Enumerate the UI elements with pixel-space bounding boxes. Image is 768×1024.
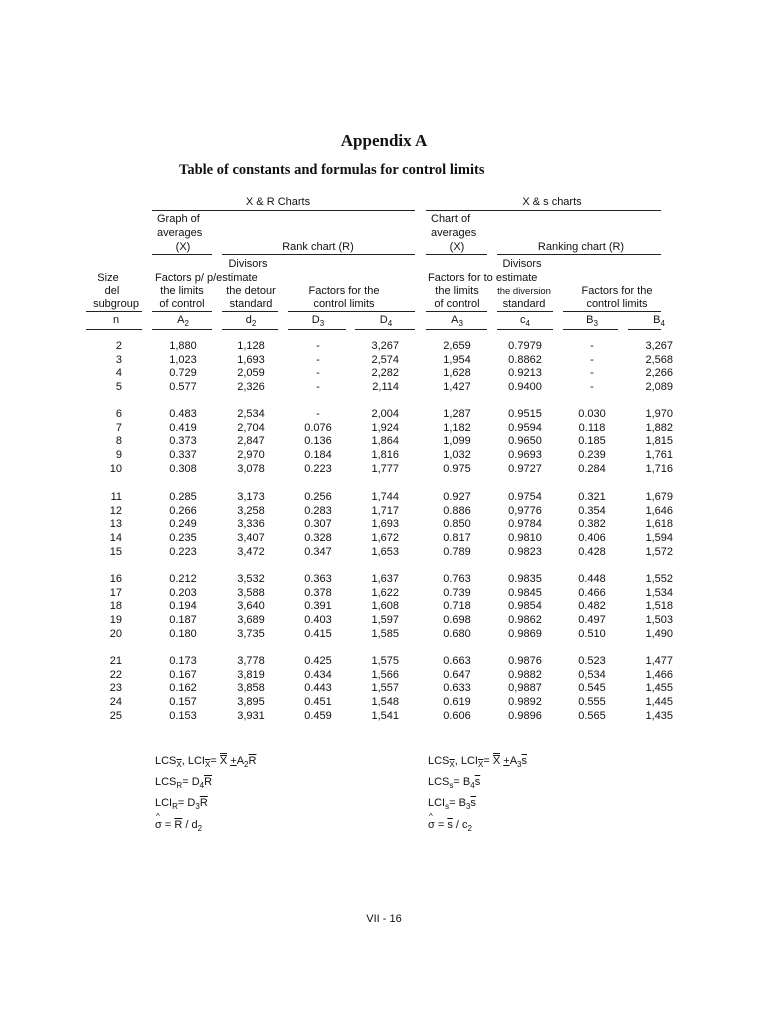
cell-d3: 0.451 [304, 696, 332, 709]
cell-c4: 0.9754 [508, 491, 542, 503]
cell-d2: 2,326 [237, 381, 265, 394]
cell-d3: - [316, 408, 320, 420]
cell-b3: 0.321 [578, 491, 606, 503]
cell-n: 20 [109, 627, 122, 640]
cell-a3: 1,287 [443, 408, 471, 420]
cell-b3: - [590, 340, 594, 352]
right-control-factors-line1: Factors for the [581, 285, 653, 297]
cell-b3: 0.466 [578, 586, 606, 599]
cell-a3: 0.886 [443, 504, 471, 517]
col-d2-symbol: $d_2$ [245, 314, 257, 329]
cell-d4: 1,672 [371, 532, 399, 545]
left-factors-line3: of control [159, 298, 205, 310]
cell-a2: 0.153 [169, 709, 197, 722]
cell-b4: 1,572 [645, 545, 673, 558]
cell-b4: 3,267 [645, 340, 673, 352]
cell-d3: 0.459 [304, 709, 332, 722]
cell-d4: 1,608 [371, 600, 399, 613]
cell-n: 11 [110, 491, 122, 503]
cell-n: 17 [109, 586, 122, 599]
page-subtitle: Table of constants and formulas for control limits [179, 162, 485, 178]
cell-d2: 3,532 [237, 573, 265, 585]
divider [563, 329, 618, 330]
formula-lci-s: $LCI_s= B_3\overline{s}$ [428, 797, 476, 812]
divider [426, 311, 487, 312]
formula-sigma-r: ^ $\sigma = \overline{R} / d_2$ [155, 819, 202, 833]
cell-b4: 1,646 [645, 504, 673, 517]
cell-b3: 0.523 [578, 655, 606, 667]
cell-b4: 1,882 [645, 421, 673, 434]
divider [563, 311, 661, 312]
cell-c4: 0.9845 [508, 586, 542, 599]
cell-a3: 1,099 [443, 435, 471, 448]
cell-a3: 2,659 [443, 340, 471, 352]
cell-d2: 2,059 [237, 367, 265, 380]
divider [426, 210, 661, 211]
cell-b3: 0.428 [578, 545, 606, 558]
divider [222, 254, 415, 255]
cell-d2: 3,336 [237, 518, 265, 531]
cell-d3: 0.328 [304, 532, 332, 545]
cell-b3: 0,534 [578, 668, 606, 681]
cell-d3: 0.076 [304, 421, 332, 434]
cell-b3: 0.510 [578, 627, 606, 640]
cell-d3: 0.434 [304, 668, 332, 681]
col-n-symbol: n [112, 314, 120, 326]
cell-n: 13 [109, 518, 122, 531]
cell-n: 10 [109, 462, 122, 475]
cell-b3: - [590, 353, 594, 366]
cell-a2: 0.173 [169, 655, 197, 667]
formula-sigma-s: ^ $\sigma = \overline{s} / c_2$ [428, 819, 472, 833]
cell-d2: 3,858 [237, 682, 265, 695]
cell-d4: 1,717 [371, 504, 399, 517]
cell-n: 21 [109, 655, 122, 667]
cell-d2: 2,534 [237, 408, 265, 420]
cell-d4: 2,004 [371, 408, 399, 420]
cell-d3: 0.391 [304, 600, 332, 613]
cell-b3: 0.382 [578, 518, 606, 531]
cell-a3: 0.927 [443, 491, 471, 503]
left-detour-line2: standard [229, 298, 273, 310]
cell-b4: 1,490 [645, 627, 673, 640]
cell-d3: 0.223 [304, 462, 332, 475]
cell-a3: 1,032 [443, 449, 471, 462]
cell-d3: 0.403 [304, 614, 332, 627]
col-d3-symbol: $D_3$ [311, 314, 325, 329]
cell-a3: 1,628 [443, 367, 471, 380]
cell-a2: 0.729 [169, 367, 197, 380]
cell-a2: 0.266 [169, 504, 197, 517]
cell-d4: 1,693 [371, 518, 399, 531]
cell-d2: 2,847 [237, 435, 265, 448]
formula-xr-limits: $LCS_{\overline{X}}$, $LCI_{\overline{X}}= X +A_2\overline{R}$ [155, 755, 257, 770]
right-divisors: Divisors [502, 258, 542, 270]
cell-b4: 1,716 [645, 462, 673, 475]
cell-b3: - [590, 367, 594, 380]
col-b3-symbol: $B_3$ [586, 314, 598, 329]
col-b4-symbol: $B_4$ [653, 314, 665, 329]
cell-b3: 0.406 [578, 532, 606, 545]
cell-a3: 0.850 [443, 518, 471, 531]
cell-b4: 1,435 [645, 709, 673, 722]
cell-n: 23 [109, 682, 122, 695]
cell-d2: 2,704 [237, 421, 265, 434]
cell-n: 3 [115, 353, 122, 366]
cell-a2: 0.235 [169, 532, 197, 545]
cell-d2: 3,173 [237, 491, 265, 503]
cell-c4: 0.9823 [508, 545, 542, 558]
cell-d4: 2,114 [372, 381, 399, 394]
cell-c4: 0.9693 [508, 449, 542, 462]
cell-a2: 0.167 [169, 668, 197, 681]
right-diversion-line1: the diversion [497, 286, 551, 297]
cell-a3: 0.789 [443, 545, 471, 558]
cell-d4: 1,816 [371, 449, 399, 462]
cell-b4: 1,503 [645, 614, 673, 627]
cell-a3: 0.606 [443, 709, 471, 722]
cell-b3: 0.448 [578, 573, 606, 585]
cell-c4: 0.9876 [508, 655, 542, 667]
cell-a3: 0.739 [443, 586, 471, 599]
divider [222, 311, 278, 312]
cell-a2: 0.249 [169, 518, 197, 531]
cell-a2: 0.157 [169, 696, 197, 709]
divider [497, 311, 553, 312]
cell-a2: 1,023 [169, 353, 197, 366]
cell-a2: 0.187 [169, 614, 197, 627]
cell-n: 19 [109, 614, 122, 627]
cell-b4: 1,594 [645, 532, 673, 545]
cell-n: 18 [109, 600, 122, 613]
chart-averages-line3: (X) [449, 241, 465, 253]
divider [426, 254, 487, 255]
cell-d4: 1,585 [371, 627, 399, 640]
cell-n: 14 [109, 532, 122, 545]
cell-b4: 2,568 [645, 353, 673, 366]
cell-a3: 1,182 [443, 421, 471, 434]
cell-a3: 1,427 [443, 381, 471, 394]
cell-b4: 1,518 [645, 600, 673, 613]
divider [497, 254, 661, 255]
cell-d3: - [316, 367, 320, 380]
cell-a3: 0.647 [443, 668, 471, 681]
cell-d2: 3,258 [237, 504, 265, 517]
cell-c4: 0.9882 [508, 668, 542, 681]
cell-d3: 0.347 [304, 545, 332, 558]
left-factors-line1: Factors p/ p/estimate [155, 272, 258, 284]
graph-averages-line3: (X) [175, 241, 191, 253]
cell-c4: 0.9896 [508, 709, 542, 722]
divider [152, 311, 212, 312]
cell-b3: 0.284 [578, 462, 606, 475]
divider [355, 329, 415, 330]
cell-d2: 3,895 [237, 696, 265, 709]
cell-c4: 0.9835 [508, 573, 542, 585]
divider [628, 329, 661, 330]
cell-n: 24 [109, 696, 122, 709]
cell-b3: 0.565 [578, 709, 606, 722]
col-d4-symbol: $D_4$ [379, 314, 393, 329]
divider [152, 329, 212, 330]
cell-d4: 1,924 [371, 421, 399, 434]
cell-d3: 0.443 [304, 682, 332, 695]
cell-d3: 0.136 [304, 435, 332, 448]
cell-b4: 1,815 [645, 435, 673, 448]
page-number: VII - 16 [366, 913, 402, 925]
cell-d4: 1,653 [371, 545, 399, 558]
cell-b3: 0.030 [578, 408, 606, 420]
cell-n: 8 [115, 435, 122, 448]
cell-b3: 0.354 [578, 504, 606, 517]
cell-a2: 0.577 [169, 381, 197, 394]
cell-c4: 0.9854 [508, 600, 542, 613]
cell-d2: 3,931 [237, 709, 265, 722]
cell-d2: 1,693 [237, 353, 265, 366]
cell-a3: 0.718 [443, 600, 471, 613]
cell-c4: 0.9594 [508, 421, 542, 434]
cell-b4: 1,761 [645, 449, 673, 462]
cell-c4: 0.9650 [508, 435, 542, 448]
divider [152, 254, 212, 255]
cell-b4: 1,466 [645, 668, 673, 681]
cell-c4: 0.9862 [508, 614, 542, 627]
cell-c4: 0,9776 [508, 504, 542, 517]
cell-d4: 1,622 [371, 586, 399, 599]
cell-d2: 3,407 [237, 532, 265, 545]
xs-charts-heading: X & s charts [522, 196, 582, 208]
cell-c4: 0.9515 [508, 408, 542, 420]
left-divisors: Divisors [228, 258, 268, 270]
cell-d2: 3,640 [237, 600, 265, 613]
cell-c4: 0.9869 [508, 627, 542, 640]
divider [288, 311, 415, 312]
cell-d3: 0.425 [304, 655, 332, 667]
cell-d4: 1,864 [371, 435, 399, 448]
cell-a3: 0.763 [443, 573, 471, 585]
right-factors-line3: of control [434, 298, 480, 310]
divider [86, 329, 142, 330]
cell-n: 2 [115, 340, 122, 352]
cell-b4: 1,618 [645, 518, 673, 531]
chart-averages-line2: averages [431, 227, 477, 239]
divider [152, 210, 415, 211]
cell-d3: - [316, 381, 320, 394]
cell-d4: 1,597 [371, 614, 399, 627]
cell-b3: 0.482 [578, 600, 606, 613]
cell-d3: 0.307 [304, 518, 332, 531]
cell-n: 5 [115, 381, 122, 394]
formula-lcs-s: $LCS_s= B_4\overline{s}$ [428, 776, 481, 791]
cell-d4: 1,548 [371, 696, 399, 709]
cell-n: 7 [115, 421, 122, 434]
cell-d4: 1,637 [371, 573, 399, 585]
cell-a2: 0.483 [169, 408, 197, 420]
cell-d2: 1,128 [237, 340, 265, 352]
cell-c4: 0.7979 [508, 340, 542, 352]
cell-n: 15 [109, 545, 122, 558]
right-factors-line1: Factors for to estimate [428, 272, 538, 284]
col-a3-symbol: $A_3$ [451, 314, 463, 329]
cell-d3: 0.378 [304, 586, 332, 599]
cell-d4: 3,267 [371, 340, 399, 352]
cell-a3: 0.975 [443, 462, 471, 475]
cell-d4: 2,282 [371, 367, 399, 380]
cell-n: 6 [115, 408, 122, 420]
cell-a3: 0.663 [443, 655, 471, 667]
cell-d2: 3,078 [237, 462, 265, 475]
cell-a2: 0.203 [169, 586, 197, 599]
divider [426, 329, 487, 330]
cell-c4: 0.8862 [508, 353, 542, 366]
chart-averages-line1: Chart of [431, 213, 471, 225]
cell-b3: 0.185 [578, 435, 606, 448]
cell-d4: 1,541 [371, 709, 399, 722]
formula-lcs-r: $LCS_R= D_4\overline{R}$ [155, 776, 213, 791]
divider [222, 329, 278, 330]
cell-d4: 1,744 [371, 491, 399, 503]
cell-n: 16 [109, 573, 122, 585]
cell-b4: 1,552 [645, 573, 673, 585]
cell-d3: 0.256 [304, 491, 332, 503]
cell-a3: 1,954 [443, 353, 471, 366]
cell-b3: 0.239 [578, 449, 606, 462]
left-factors-line2: the limits [160, 285, 204, 297]
cell-d2: 3,472 [237, 545, 265, 558]
cell-a2: 0.180 [169, 627, 197, 640]
right-factors-line2: the limits [435, 285, 479, 297]
cell-c4: 0.9213 [508, 367, 542, 380]
cell-a3: 0.680 [443, 627, 471, 640]
right-control-factors-line2: control limits [586, 298, 648, 310]
cell-b4: 1,970 [645, 408, 673, 420]
cell-b4: 1,679 [645, 491, 673, 503]
cell-d2: 3,819 [237, 668, 265, 681]
cell-d4: 2,574 [371, 353, 399, 366]
cell-c4: 0.9892 [508, 696, 542, 709]
cell-d2: 3,689 [237, 614, 265, 627]
cell-d4: 1,777 [371, 462, 399, 475]
cell-b4: 1,445 [645, 696, 673, 709]
cell-d2: 3,588 [237, 586, 265, 599]
rank-chart-heading: Rank chart (R) [282, 241, 354, 253]
cell-a3: 0.698 [443, 614, 471, 627]
cell-a3: 0.619 [443, 696, 471, 709]
cell-d3: 0.184 [304, 449, 332, 462]
cell-c4: 0,9887 [508, 682, 542, 695]
graph-averages-line1: Graph of [157, 213, 200, 225]
cell-b4: 1,455 [645, 682, 673, 695]
cell-d3: 0.415 [304, 627, 332, 640]
cell-a2: 0.373 [169, 435, 197, 448]
cell-d4: 1,566 [371, 668, 399, 681]
cell-a2: 0.419 [169, 421, 197, 434]
cell-d2: 3,735 [237, 627, 265, 640]
cell-n: 9 [115, 449, 122, 462]
cell-b3: 0.118 [578, 421, 606, 434]
cell-d3: 0.363 [304, 573, 332, 585]
cell-n: 22 [109, 668, 122, 681]
cell-c4: 0.9784 [508, 518, 542, 531]
cell-b3: 0.545 [578, 682, 606, 695]
ranking-chart-heading: Ranking chart (R) [537, 241, 625, 253]
left-detour-line1: the detour [226, 285, 276, 297]
cell-a2: 0.223 [169, 545, 197, 558]
cell-d2: 3,778 [237, 655, 265, 667]
cell-b4: 2,089 [645, 381, 673, 394]
col-c4-symbol: $c_4$ [520, 314, 530, 329]
cell-a3: 0.633 [443, 682, 471, 695]
cell-c4: 0.9400 [508, 381, 542, 394]
divider [86, 311, 142, 312]
size-col-line3: subgroup [93, 298, 139, 310]
cell-b3: 0.497 [578, 614, 606, 627]
cell-b4: 1,534 [645, 586, 673, 599]
left-control-factors-line1: Factors for the [308, 285, 380, 297]
cell-a2: 0.194 [169, 600, 197, 613]
cell-d4: 1,557 [371, 682, 399, 695]
divider [288, 329, 346, 330]
cell-a2: 0.337 [169, 449, 197, 462]
cell-a2: 0.285 [169, 491, 197, 503]
formula-lci-r: $LCI_R= D_3\overline{R}$ [155, 797, 208, 812]
cell-a2: 0.162 [169, 682, 197, 695]
right-diversion-line2: standard [502, 298, 546, 310]
col-a2-symbol: $A_2$ [177, 314, 189, 329]
graph-averages-line2: averages [157, 227, 203, 239]
cell-d3: - [316, 353, 320, 366]
cell-b4: 2,266 [645, 367, 673, 380]
left-control-factors-line2: control limits [313, 298, 375, 310]
cell-n: 25 [109, 709, 122, 722]
cell-b4: 1,477 [645, 655, 673, 667]
cell-b3: - [590, 381, 594, 394]
cell-a2: 1,880 [169, 340, 197, 352]
formula-xs-limits: $LCS_{\overline{X}}$, $LCI_{\overline{X}}= X +A_3\overline{s}$ [428, 755, 527, 770]
size-col-line1: Size [97, 272, 119, 284]
cell-c4: 0.9810 [508, 532, 542, 545]
size-col-line2: del [104, 285, 120, 297]
cell-n: 4 [115, 367, 122, 380]
cell-d4: 1,575 [371, 655, 399, 667]
xr-charts-heading: X & R Charts [245, 196, 311, 208]
cell-c4: 0.9727 [508, 462, 542, 475]
cell-a3: 0.817 [443, 532, 471, 545]
cell-d2: 2,970 [237, 449, 265, 462]
cell-a2: 0.308 [169, 462, 197, 475]
cell-b3: 0.555 [578, 696, 606, 709]
cell-a2: 0.212 [169, 573, 197, 585]
divider [497, 329, 553, 330]
cell-d3: 0.283 [304, 504, 332, 517]
cell-n: 12 [109, 504, 122, 517]
cell-d3: - [316, 340, 320, 352]
page-title: Appendix A [340, 131, 428, 150]
